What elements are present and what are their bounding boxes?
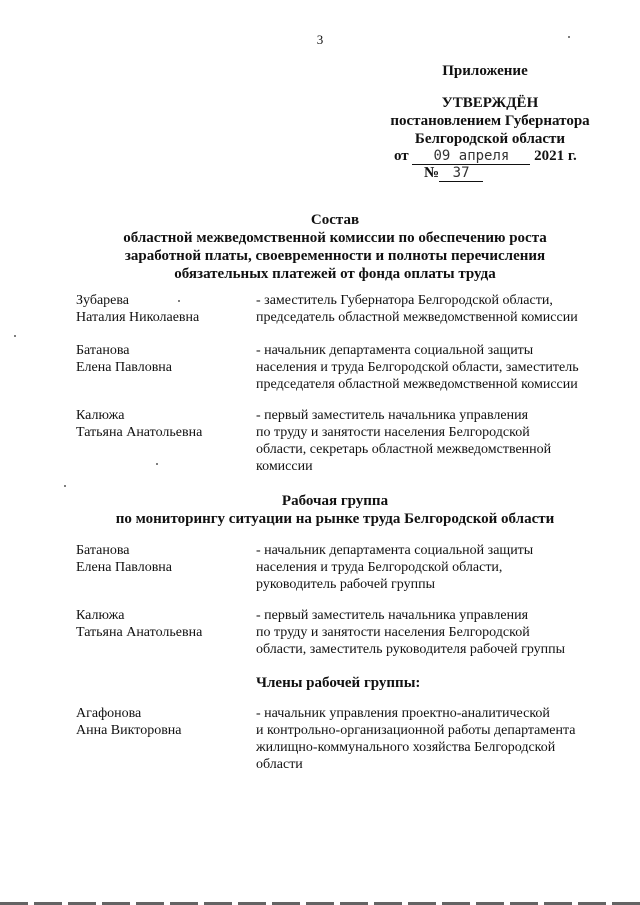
member-given-names: Наталия Николаевна bbox=[76, 310, 200, 325]
member-name bbox=[76, 542, 256, 576]
commission-title bbox=[70, 211, 600, 283]
member-surname: Агафонова bbox=[76, 706, 142, 721]
scan-speck bbox=[568, 36, 570, 38]
role-line: населения и труда Белгородской области, bbox=[256, 560, 503, 575]
number-handwritten: 37 bbox=[439, 166, 483, 182]
role-line: области bbox=[256, 757, 303, 772]
member-role bbox=[256, 607, 586, 658]
member-given-names: Елена Павловна bbox=[76, 560, 173, 575]
date-suffix: 2021 г. bbox=[534, 148, 577, 164]
member-given-names: Татьяна Анатольевна bbox=[76, 625, 203, 640]
scan-speck bbox=[156, 463, 158, 465]
scan-speck bbox=[14, 335, 16, 337]
role-line: руководитель рабочей группы bbox=[256, 577, 436, 592]
working-group-title bbox=[70, 492, 600, 528]
role-line: - начальник управления проектно-аналитической bbox=[256, 706, 550, 721]
role-line: - заместитель Губернатора Белгородской области, bbox=[256, 293, 553, 308]
role-line: председателя областной межведомственной комиссии bbox=[256, 377, 578, 392]
number-prefix: № bbox=[424, 165, 440, 181]
member-surname: Калюжа bbox=[76, 408, 125, 423]
member-role bbox=[256, 292, 586, 326]
date-handwritten: 09 апреля bbox=[412, 149, 530, 165]
member-surname: Калюжа bbox=[76, 608, 125, 623]
role-line: населения и труда Белгородской области, заместитель bbox=[256, 360, 579, 375]
role-line: области, секретарь областной межведомственной bbox=[256, 442, 552, 457]
commission-title-line: Состав bbox=[310, 212, 360, 228]
role-line: по труду и занятости населения Белгородской bbox=[256, 425, 530, 440]
member-name bbox=[76, 407, 256, 441]
working-group-title-line: по мониторингу ситуации на рынке труда Белгородской области bbox=[115, 511, 555, 527]
commission-title-line: заработной платы, своевременности и полноты перечисления bbox=[124, 248, 546, 264]
role-line: - первый заместитель начальника управления bbox=[256, 608, 529, 623]
commission-title-line: областной межведомственной комиссии по обеспечению роста bbox=[123, 230, 547, 246]
role-line: - первый заместитель начальника управления bbox=[256, 408, 529, 423]
member-name bbox=[76, 292, 256, 326]
working-group-title-line: Рабочая группа bbox=[281, 493, 389, 509]
role-line: жилищно-коммунального хозяйства Белгородской bbox=[256, 740, 556, 755]
role-line: председатель областной межведомственной комиссии bbox=[256, 310, 578, 325]
role-line: - начальник департамента социальной защиты bbox=[256, 343, 534, 358]
member-surname: Батанова bbox=[76, 343, 130, 358]
role-line: области, заместитель руководителя рабочей группы bbox=[256, 642, 566, 657]
date-prefix: от bbox=[394, 148, 409, 164]
member-given-names: Елена Павловна bbox=[76, 360, 173, 375]
member-given-names: Анна Викторовна bbox=[76, 723, 182, 738]
member-role bbox=[256, 542, 586, 593]
member-surname: Батанова bbox=[76, 543, 130, 558]
member-name bbox=[76, 342, 256, 376]
page-number: 3 bbox=[316, 32, 324, 47]
role-line: и контрольно-организационной работы департамента bbox=[256, 723, 576, 738]
member-name bbox=[76, 705, 256, 739]
member-surname: Зубарева bbox=[76, 293, 130, 308]
appendix-label: Приложение bbox=[442, 63, 528, 79]
role-line: по труду и занятости населения Белгородской bbox=[256, 625, 530, 640]
role-line: комиссии bbox=[256, 459, 313, 474]
approved-label: УТВЕРЖДЁН bbox=[441, 95, 539, 111]
member-role bbox=[256, 705, 586, 773]
member-name bbox=[76, 607, 256, 641]
scan-speck bbox=[64, 485, 66, 487]
approved-by-line-1: постановлением Губернатора bbox=[390, 113, 590, 129]
members-heading: Члены рабочей группы: bbox=[256, 675, 421, 691]
scan-speck bbox=[178, 300, 180, 302]
member-role bbox=[256, 407, 586, 475]
approved-by-line-2: Белгородской области bbox=[414, 131, 566, 147]
approval-number bbox=[424, 164, 534, 183]
commission-title-line: обязательных платежей от фонда оплаты труда bbox=[174, 266, 496, 282]
member-role bbox=[256, 342, 586, 393]
member-given-names: Татьяна Анатольевна bbox=[76, 425, 203, 440]
role-line: - начальник департамента социальной защиты bbox=[256, 543, 534, 558]
